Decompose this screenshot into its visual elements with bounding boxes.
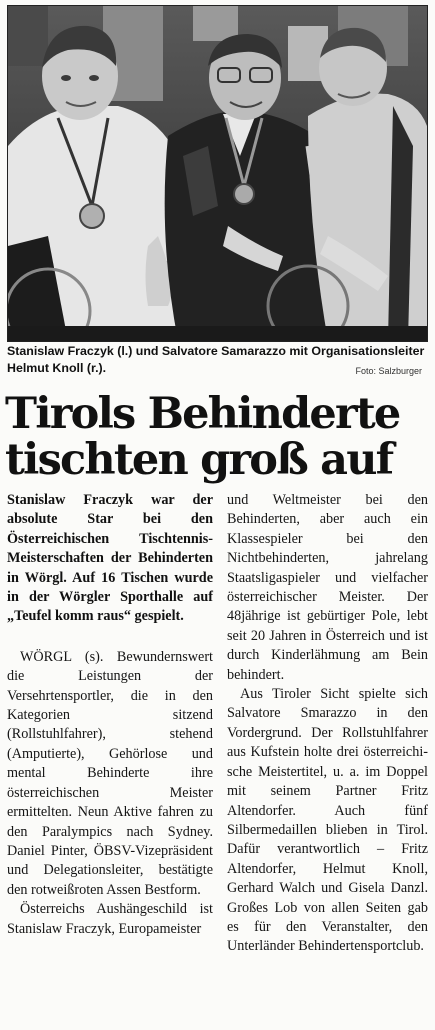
photo-caption [7,343,427,377]
article-column-left [7,491,213,939]
article-photo [7,5,428,342]
caption-text: Stanislaw Fraczyk (l.) und Salvatore Samarazzo mit Organisationsleiter Helmut Knoll (r.). [7,344,425,375]
body-paragraph: und Weltmeister bei den Behinderten, aber auch ein Klassespieler bei den Nichtbehinderten, jahrelang Staatsligaspieler und vielfacher österreichischer Meister. Der 48jährige ist gebürtiger Pole, lebt seit 20 Jahren in Österreich und ist durch Kinderlähmung am Bein behindert. [227,492,428,683]
body-paragraph: Aus Tiroler Sicht spielte sich Salvatore Smarazzo in den Vordergrund. Der Rollstuhlfahrer aus Kufstein holte drei österreichische Meistertitel, u. a. im Doppel mit seinem Partner Fritz Altendorfer. Auch fünf Silbermedaillen blieben in Tirol. Dafür verantwortlich – Fritz Altendorfer, Helmut Knoll, Gerhard Walch und Gisela Danzl. Großes Lob von allen Seiten gab es für den Veranstalter, den Unterländer Behindertensportclub. [227,686,428,955]
photo-credit: Foto: Salzburger [355,366,422,376]
athletes-photo-image [8,6,427,341]
headline: Tirols Behinderte tischten groß auf [5,389,400,485]
article-column-right [227,491,428,957]
body-paragraph: Österreichs Aushängeschild ist Stanislaw Fraczyk, Europameister [7,901,213,937]
body-paragraph: WÖRGL (s). Bewundernswert die Leistungen der Versehrtensportler, die in den Kategorien sitzend (Rollstuhlfahrer), stehend (Amputierte), Gehörlose und mental Behinderte ihre österreichischen Meister ermittelten. Neun Aktive fahren zu den Paralympics nach Sydney. Daniel Pinter, ÖBSV-Vizepräsident und Delegationsleiter, bestätigte den rotweißroten Assen Bestform. [7,648,213,898]
lead-paragraph: Stanislaw Fraczyk war der absolute Star bei den Österreichischen Tischtennis-Meisterschaften der Behinderten in Wörgl. Auf 16 Tischen wurde in der Wörgler Sporthalle auf „Teufel komm raus“ gespielt. [7,492,213,625]
